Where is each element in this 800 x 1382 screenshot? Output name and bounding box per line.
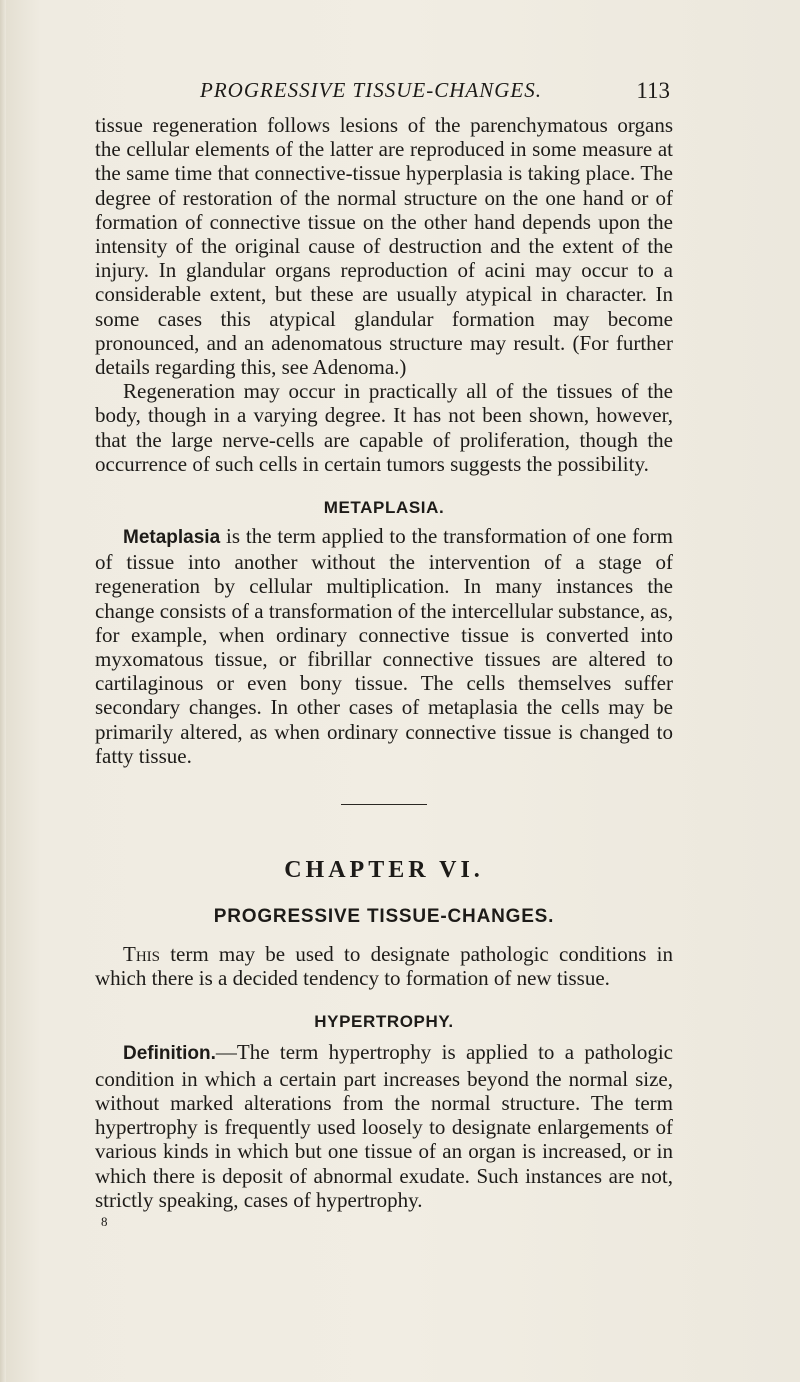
paragraph-hypertrophy-definition	[95, 1040, 673, 1211]
page-body	[95, 113, 673, 1230]
paragraph-regeneration-continued: tissue regeneration follows lesions of the parenchymatous organs the cellular elements of the latter are reproduced in some measure at the same time that connective-tissue hyperplasia is taking place. The degree of restoration of the normal structure on the one hand or of formation of connective tissue on the other hand depends upon the intensity of the original cause of destruction and the extent of the injury. In glandular organs reproduction of acini may occur to a considerable extent, but these are usually atypical in character. In some cases this atypical glandular formation may become pronounced, and an adenomatous structure may result. (For further details regarding this, see Adenoma.)	[95, 113, 673, 380]
page-header	[200, 78, 670, 108]
chapter-divider-rule	[341, 804, 427, 805]
chapter-label: CHAPTER VI.	[284, 857, 484, 884]
page-number: 113	[636, 78, 670, 103]
intro-text: term may be used to designate pathologic conditions in which there is a decided tendency to formation of new tissue.	[95, 942, 673, 991]
definition-text: —The term hypertrophy is applied to a pathologic condition in which a certain part increases beyond the normal size, without marked alterations from the normal structure. The term hypertrophy is frequently used loosely to designate enlargements of various kinds in which but one tissue of an organ is increased, or in which there is deposit of abnormal exudate. Such instances are not, strictly speaking, cases of hypertrophy.	[95, 1040, 673, 1212]
definition-runin-term: Definition.	[123, 1043, 216, 1065]
metaplasia-runin-term: Metaplasia	[123, 527, 221, 549]
paragraph-chapter-intro	[95, 942, 673, 990]
chapter-title: PROGRESSIVE TISSUE-CHANGES.	[213, 906, 555, 928]
intro-first-word: This	[123, 942, 160, 967]
signature-mark: 8	[101, 1213, 108, 1229]
page-gutter-shadow	[0, 0, 6, 1382]
section-heading-metaplasia: METAPLASIA.	[323, 498, 445, 518]
section-heading-hypertrophy: HYPERTROPHY.	[314, 1012, 454, 1032]
running-head: PROGRESSIVE TISSUE-CHANGES.	[200, 78, 542, 102]
paragraph-regeneration-tissues: Regeneration may occur in practically all of the tissues of the body, though in a varying degree. It has not been shown, however, that the large nerve-cells are capable of proliferation, though the occurrence of such cells in certain tumors suggests the possibility.	[95, 379, 673, 476]
metaplasia-text: is the term applied to the transformation of one form of tissue into another without the intervention of a stage of regeneration by cellular multiplication. In many instances the change consists of a transformation of the intercellular substance, as, for example, when ordinary connective tissue is converted into myxomatous tissue, or fibrillar connective tissues are altered to cartilaginous or even bony tissue. The cells themselves suffer secondary changes. In other cases of metaplasia the cells may be primarily altered, as when ordinary connective tissue is changed to fatty tissue.	[95, 524, 673, 768]
paragraph-metaplasia	[95, 524, 673, 768]
